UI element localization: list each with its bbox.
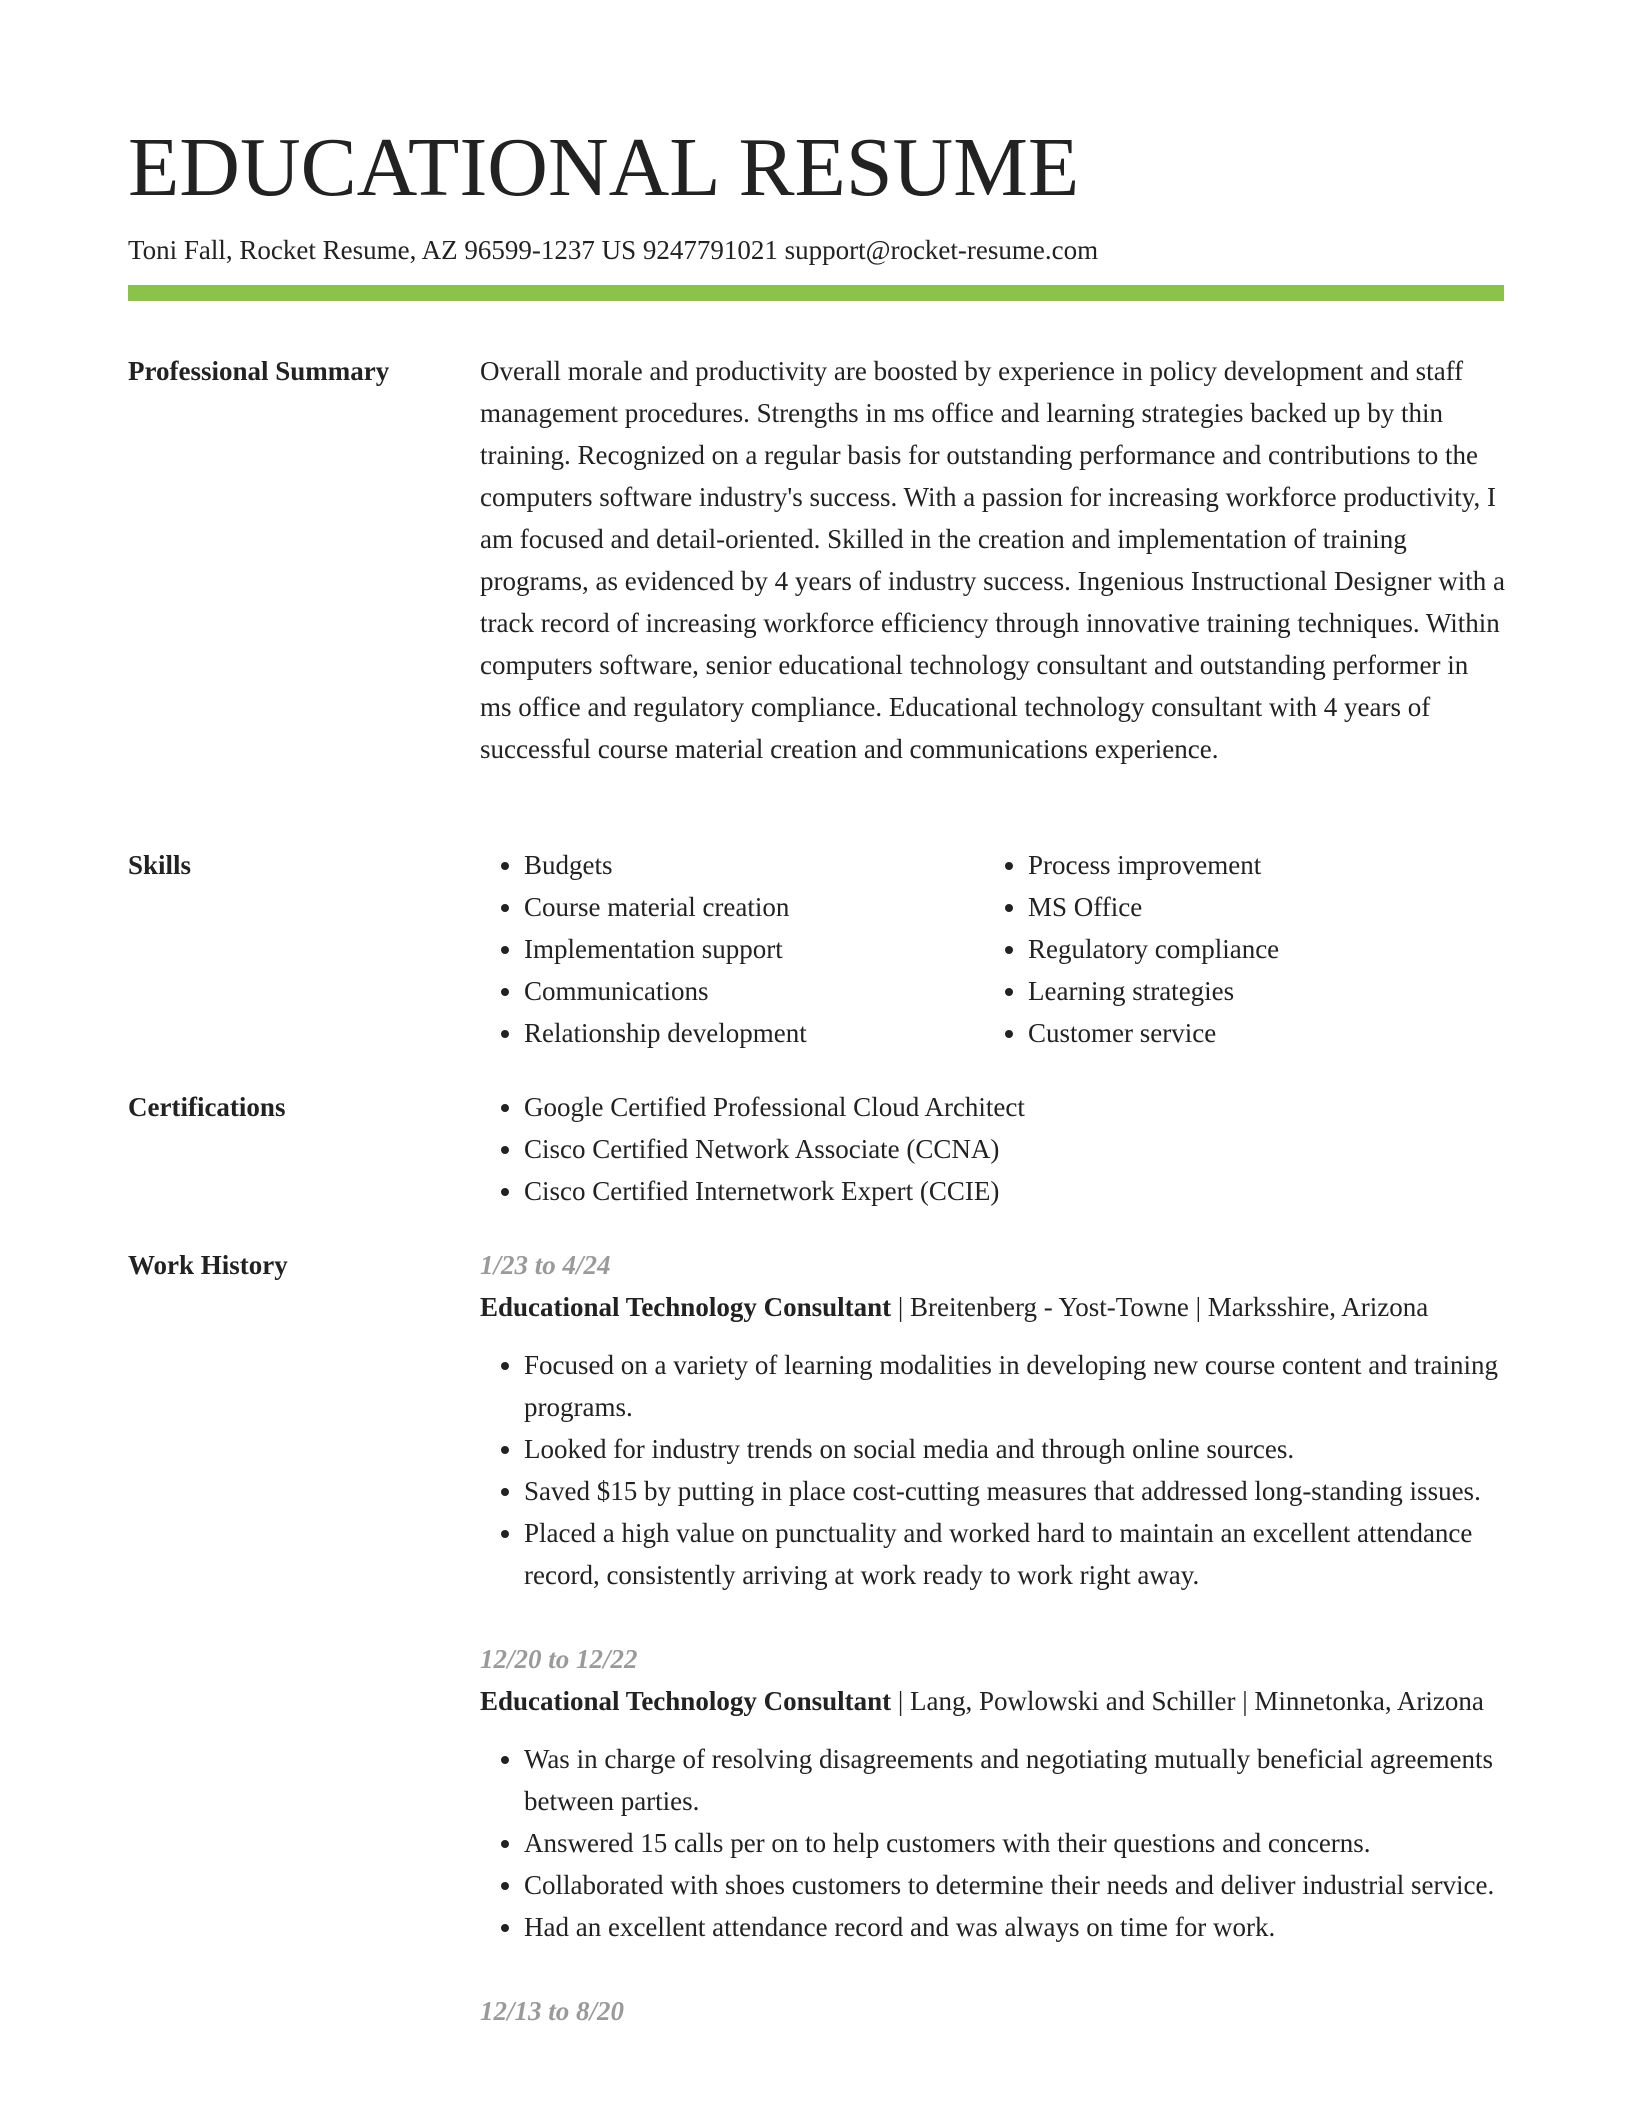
- skill-item: • Customer service: [1028, 1012, 1528, 1054]
- skills-body: [480, 844, 1506, 1054]
- job-bullet: • Saved $15 by putting in place cost-cutting measures that addressed long-standing issues.: [524, 1470, 1506, 1512]
- section-label-summary: Professional Summary: [128, 356, 390, 386]
- job-dates: 1/23 to 4/24: [480, 1250, 611, 1280]
- skills-list-right: [984, 844, 1528, 1054]
- resume-title: EDUCATIONAL RESUME: [128, 121, 1080, 214]
- skill-item: • Process improvement: [1028, 844, 1528, 886]
- job-bullet: • Had an excellent attendance record and was always on time for work.: [524, 1906, 1506, 1948]
- job-heading: [480, 1680, 1506, 1722]
- job-title: Educational Technology Consultant: [480, 1686, 892, 1716]
- skill-item: • Communications: [524, 970, 1024, 1012]
- summary-body: [480, 350, 1506, 770]
- job-bullets: [480, 1344, 1506, 1596]
- job-bullet: • Looked for industry trends on social media and through online sources.: [524, 1428, 1506, 1470]
- job-bullets: [480, 1738, 1506, 1948]
- job-employer-location: | Breitenberg - Yost-Towne | Marksshire, Arizona: [891, 1292, 1429, 1322]
- job-entry: [480, 1990, 1506, 2032]
- section-label-work-history: Work History: [128, 1250, 288, 1280]
- section-label-skills: Skills: [128, 850, 192, 880]
- skill-item: • Regulatory compliance: [1028, 928, 1528, 970]
- job-bullet: • Placed a high value on punctuality and worked hard to maintain an excellent attendance record, consistently arriving at work ready to work right away.: [524, 1512, 1506, 1596]
- work-history-body: [480, 1244, 1506, 2074]
- job-entry: [480, 1638, 1506, 1948]
- job-bullet: • Answered 15 calls per on to help customers with their questions and concerns.: [524, 1822, 1506, 1864]
- summary-text: Overall morale and productivity are boosted by experience in policy development and staff management procedures. Strengths in ms office and learning strategies backed up by thin training. Recognized on a regular basis for outstanding performance and contributions to the computers software industry's success. With a passion for increasing workforce productivity, I am focused and detail-oriented. Skilled in the creation and implementation of training programs, as evidenced by 4 years of industry success. Ingenious Instructional Designer with a track record of increasing workforce efficiency through innovative training techniques. Within computers software, senior educational technology consultant and outstanding performer in ms office and regulatory compliance. Educational technology consultant with 4 years of successful course material creation and communications experience.: [480, 356, 1505, 764]
- job-dates: 12/20 to 12/22: [480, 1644, 638, 1674]
- job-bullet: • Collaborated with shoes customers to determine their needs and deliver industrial service.: [524, 1864, 1506, 1906]
- header-divider: [128, 285, 1504, 301]
- job-bullet: • Was in charge of resolving disagreements and negotiating mutually beneficial agreements between parties.: [524, 1738, 1506, 1822]
- certification-item: • Cisco Certified Internetwork Expert (CCIE): [524, 1170, 1506, 1212]
- contact-line: Toni Fall, Rocket Resume, AZ 96599-1237 US 9247791021 support@rocket-resume.com: [128, 235, 1099, 265]
- skills-list-left: [480, 844, 1024, 1054]
- skill-item: • Implementation support: [524, 928, 1024, 970]
- certifications-body: [480, 1086, 1506, 1212]
- job-title: Educational Technology Consultant: [480, 1292, 892, 1322]
- certification-item: • Cisco Certified Network Associate (CCNA): [524, 1128, 1506, 1170]
- certifications-list: [480, 1086, 1506, 1212]
- skill-item: • Budgets: [524, 844, 1024, 886]
- job-heading: [480, 1286, 1506, 1328]
- skill-item: • Relationship development: [524, 1012, 1024, 1054]
- job-dates: 12/13 to 8/20: [480, 1996, 625, 2026]
- job-entry: [480, 1244, 1506, 1596]
- skill-item: • Course material creation: [524, 886, 1024, 928]
- job-employer-location: | Lang, Powlowski and Schiller | Minnetonka, Arizona: [891, 1686, 1484, 1716]
- certification-item: • Google Certified Professional Cloud Architect: [524, 1086, 1506, 1128]
- skill-item: • Learning strategies: [1028, 970, 1528, 1012]
- job-bullet: • Focused on a variety of learning modalities in developing new course content and training programs.: [524, 1344, 1506, 1428]
- section-label-certifications: Certifications: [128, 1092, 286, 1122]
- skill-item: • MS Office: [1028, 886, 1528, 928]
